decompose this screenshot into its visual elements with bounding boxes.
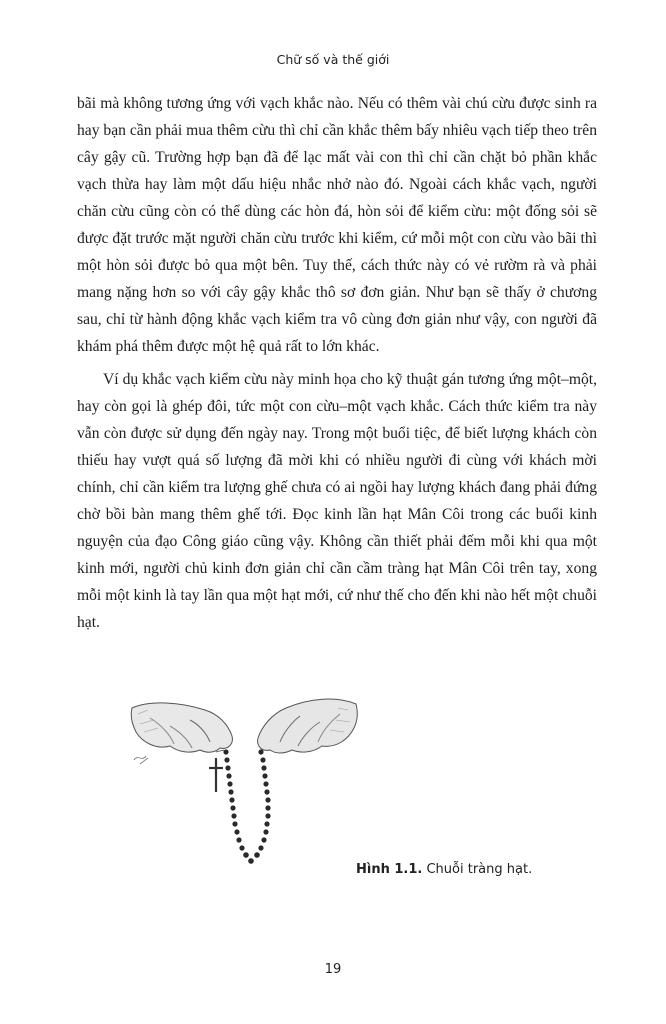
- page-number: 19: [324, 962, 342, 977]
- rosary-drawing: [130, 680, 360, 880]
- rosary-hands-illustration: [130, 680, 360, 880]
- figure-label: Hình 1.1.: [356, 862, 423, 877]
- crucifix: [209, 758, 223, 792]
- figure-caption: [356, 862, 532, 877]
- paragraph-2: Ví dụ khắc vạch kiểm cừu này minh họa cho kỹ thuật gán tương ứng một–một, hay còn gọi là ghép đôi, tức một con cừu–một vạch khắc. Cách thức kiểm tra này vẫn còn được sử dụng đến ngày nay. Trong một buổi tiệc, để biết lượng khách còn thiếu hay vượt quá số lượng đã mời khi có nhiều người đi cùng với khách mời chính, chỉ cần kiểm tra lượng ghế chưa có ai ngồi hay lượng khách đang phải đứng chờ bồi bàn mang thêm ghế tới. Đọc kinh lần hạt Mân Côi trong các buổi kinh nguyện của đạo Công giáo cũng vậy. Không cần thiết phải đếm mỗi khi qua một kinh mới, người chủ kinh đơn giản chỉ cần cầm tràng hạt Mân Côi trên tay, xong mỗi một kinh là tay lần qua một hạt mới, cứ như thế cho đến khi nào hết một chuỗi hạt.: [77, 371, 597, 631]
- running-header: Chữ số và thế giới: [276, 52, 390, 67]
- left-hand-drawing: [131, 703, 232, 752]
- artist-signature: [134, 756, 148, 764]
- paragraph-1: bãi mà không tương ứng với vạch khắc nào. Nếu có thêm vài chú cừu được sinh ra hay bạn cần phải mua thêm cừu thì chỉ cần khắc thêm bấy nhiêu vạch tiếp theo trên cây gậy cũ. Trường hợp bạn đã để lạc mất vài con thì chỉ cần chặt bỏ phần khắc vạch thừa hay làm một dấu hiệu nhắc nhở nào đó. Ngoài cách khắc vạch, người chăn cừu cũng còn có thể dùng các hòn đá, hòn sỏi để kiểm cừu: một đống sỏi sẽ được đặt trước mặt người chăn cừu trước khi kiểm, cứ mỗi một con cừu vào bãi thì một hòn sỏi được bỏ qua một bên. Tuy thế, cách thức này có vẻ rườm rà và phải mang nặng hơn so với cây gậy khắc thô sơ đơn giản. Như bạn sẽ thấy ở chương sau, chỉ từ hành động khắc vạch kiểm tra vô cùng đơn giản như vậy, con người đã khám phá thêm được một hệ quả rất to lớn khác.: [77, 95, 597, 355]
- body-text: [77, 90, 597, 636]
- rosary-beads: [223, 749, 270, 863]
- figure-caption-text: Chuỗi tràng hạt.: [426, 862, 533, 877]
- right-hand-drawing: [258, 699, 358, 753]
